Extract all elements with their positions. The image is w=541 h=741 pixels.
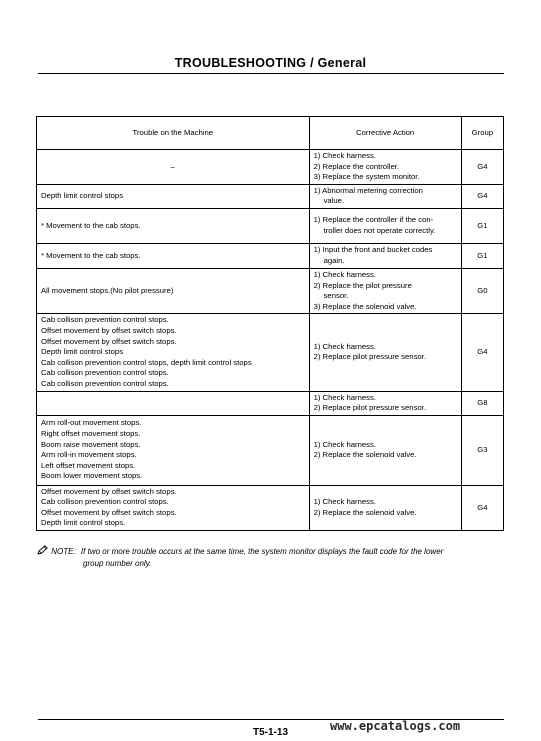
trouble-cell — [37, 314, 310, 391]
group-cell: G1 — [461, 208, 503, 243]
note-text-line2: group number only. — [83, 558, 152, 568]
trouble-line: Depth limit control stops — [41, 191, 124, 201]
trouble-cell — [37, 243, 310, 268]
trouble-line: Left offset movement stops. — [41, 460, 136, 470]
trouble-line: Offset movement by offset switch stops. — [41, 336, 177, 346]
table-row — [37, 268, 504, 313]
trouble-cell — [37, 184, 310, 208]
page-title: TROUBLESHOOTING / General — [174, 56, 367, 70]
watermark: www.epcatalogs.com — [330, 719, 461, 733]
column-header-trouble: Trouble on the Machine — [37, 117, 310, 150]
action-line: 2) Replace the solenoid valve. — [313, 507, 417, 517]
action-cell — [309, 314, 461, 391]
pencil-icon — [37, 545, 49, 555]
trouble-cell — [37, 268, 310, 313]
trouble-cell — [37, 150, 310, 185]
trouble-cell — [37, 485, 310, 530]
header-rule — [38, 73, 504, 74]
action-cell — [309, 208, 461, 243]
column-header-action: Corrective Action — [309, 117, 461, 150]
group-cell: G0 — [461, 268, 503, 313]
action-cell — [309, 415, 461, 485]
page-number: T5-1-13 — [253, 727, 289, 738]
table-row — [37, 184, 504, 208]
trouble-cell — [37, 415, 310, 485]
action-cell — [309, 485, 461, 530]
trouble-line: Arm roll-out movement stops. — [41, 418, 142, 428]
action-line: 2) Replace the pilot pressure — [313, 280, 412, 290]
action-line: 1) Check harness. — [313, 151, 376, 160]
trouble-line: Offset movement by offset switch stops. — [41, 325, 177, 335]
action-cell — [309, 268, 461, 313]
table-row — [37, 150, 504, 185]
table-row — [37, 415, 504, 485]
trouble-line: * Movement to the cab stops. — [41, 220, 141, 230]
table-row — [37, 391, 504, 415]
trouble-line: – — [170, 161, 175, 171]
action-line: 1) Check harness. — [313, 439, 376, 449]
action-line: 1) Check harness. — [313, 392, 376, 402]
group-cell: G4 — [461, 314, 503, 391]
trouble-line: Boom lower movement stops. — [41, 471, 143, 481]
group-cell: G3 — [461, 415, 503, 485]
table-row — [37, 485, 504, 530]
column-header-group: Group — [461, 117, 503, 150]
note-text-line1: If two or more trouble occurs at the same time, the system monitor displays the fault code for the lower — [80, 547, 444, 556]
action-line: 3) Replace the solenoid valve. — [313, 301, 417, 311]
group-cell: G4 — [461, 485, 503, 530]
action-cell — [309, 391, 461, 415]
action-line: 2) Replace the solenoid valve. — [313, 450, 417, 460]
action-line: 1) Check harness. — [313, 497, 376, 507]
trouble-line: Cab collison prevention control stops. — [41, 497, 169, 507]
trouble-line: Cab collison prevention control stops. — [41, 368, 169, 378]
action-line: 2) Replace pilot pressure sensor. — [313, 352, 426, 362]
trouble-line: Offset movement by offset switch stops. — [41, 486, 177, 496]
action-line: 1) Input the front and bucket codes — [313, 245, 433, 255]
action-line: sensor. — [323, 291, 349, 301]
trouble-line: Cab collison prevention control stops, depth limit control stops — [41, 357, 252, 367]
trouble-line: Cab collison prevention control stops. — [41, 378, 169, 388]
table-row — [37, 243, 504, 268]
action-line: 1) Replace the controller if the con- — [313, 215, 434, 225]
action-cell — [309, 184, 461, 208]
table-row — [37, 208, 504, 243]
trouble-line: Depth limit control stops. — [41, 518, 126, 528]
action-line: 2) Replace the controller. — [313, 161, 400, 171]
action-line: value. — [323, 196, 345, 206]
group-cell: G4 — [461, 184, 503, 208]
note — [37, 545, 507, 569]
note-label: NOTE: — [51, 547, 76, 556]
trouble-line: All movement stops.(No pilot pressure) — [41, 285, 174, 295]
trouble-line: * Movement to the cab stops. — [41, 250, 141, 260]
troubleshooting-table — [36, 116, 504, 531]
action-line: troller does not operate correctly. — [323, 225, 436, 235]
trouble-line: Depth limit control stops — [41, 347, 124, 357]
trouble-line: Boom raise movement stops. — [41, 439, 141, 449]
trouble-line: Arm roll-in movement stops. — [41, 450, 137, 460]
trouble-cell — [37, 208, 310, 243]
group-cell: G1 — [461, 243, 503, 268]
action-line: 1) Abnormal metering correction — [313, 185, 423, 195]
trouble-line: Right offset movement stops. — [41, 429, 141, 438]
action-line: again. — [323, 255, 345, 265]
group-cell: G8 — [461, 391, 503, 415]
action-cell — [309, 150, 461, 185]
trouble-cell — [37, 391, 310, 415]
trouble-line: Cab collison prevention control stops. — [41, 315, 169, 325]
trouble-line: Offset movement by offset switch stops. — [41, 507, 177, 517]
action-line: 1) Check harness. — [313, 341, 376, 351]
action-line: 1) Check harness. — [313, 269, 376, 279]
group-cell: G4 — [461, 150, 503, 185]
action-cell — [309, 243, 461, 268]
action-line: 2) Replace pilot pressure sensor. — [313, 403, 426, 413]
table-row — [37, 314, 504, 391]
action-line: 3) Replace the system monitor. — [313, 172, 420, 182]
